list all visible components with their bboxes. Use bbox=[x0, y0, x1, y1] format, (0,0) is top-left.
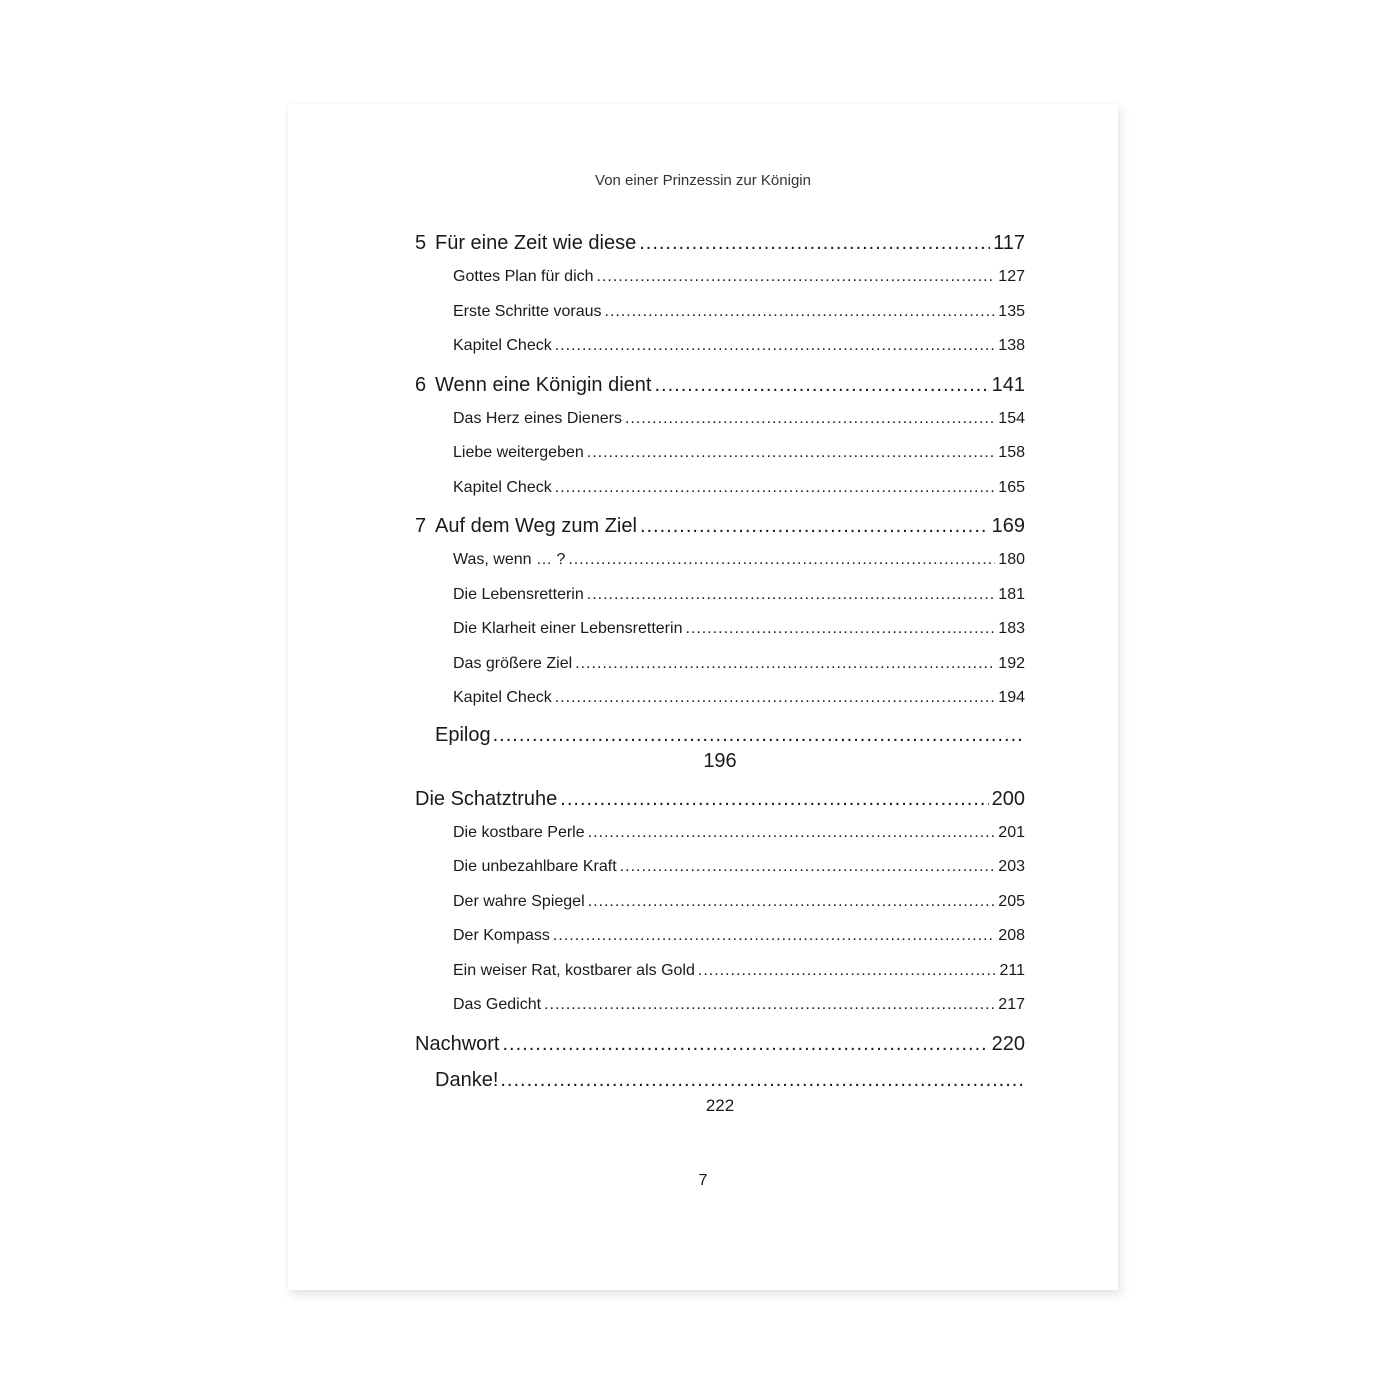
dot-leader bbox=[502, 1027, 988, 1061]
toc-epilog[interactable] bbox=[415, 720, 1025, 778]
page-ref: 127 bbox=[998, 268, 1025, 285]
dot-leader bbox=[555, 681, 996, 716]
page-ref: 135 bbox=[998, 302, 1025, 320]
page-ref: 169 bbox=[991, 515, 1025, 537]
toc-entry[interactable] bbox=[415, 988, 1025, 1023]
entry-title: Gottes Plan für dich bbox=[453, 268, 594, 285]
toc-chapter-6[interactable] bbox=[415, 368, 1025, 402]
dot-leader bbox=[555, 471, 996, 506]
toc-entry[interactable] bbox=[415, 436, 1025, 471]
dot-leader bbox=[500, 1065, 1023, 1095]
dot-leader bbox=[640, 509, 989, 543]
entry-title: Kapitel Check bbox=[453, 689, 552, 706]
dot-leader bbox=[544, 988, 995, 1023]
dot-leader bbox=[698, 954, 997, 989]
dot-leader bbox=[575, 647, 995, 682]
chapter-title: Auf dem Weg zum Ziel bbox=[435, 515, 637, 537]
page-number: 7 bbox=[698, 1172, 708, 1189]
toc-entry[interactable] bbox=[415, 647, 1025, 682]
dot-leader bbox=[587, 436, 996, 471]
toc-entry[interactable] bbox=[415, 885, 1025, 920]
dot-leader bbox=[493, 720, 1023, 750]
dot-leader bbox=[625, 402, 995, 437]
book-page bbox=[288, 104, 1118, 1290]
page-ref: 205 bbox=[998, 892, 1025, 910]
entry-title: Ein weiser Rat, kostbarer als Gold bbox=[453, 961, 695, 979]
entry-title: Das größere Ziel bbox=[453, 654, 573, 672]
page-ref: 138 bbox=[998, 337, 1025, 354]
page-ref: 192 bbox=[998, 654, 1025, 672]
entry-title: Liebe weitergeben bbox=[453, 444, 584, 461]
chapter-number: 6 bbox=[415, 373, 427, 396]
page-ref: 141 bbox=[991, 373, 1025, 396]
page-ref: 220 bbox=[991, 1032, 1025, 1055]
toc-entry[interactable] bbox=[415, 329, 1025, 364]
entry-title: Der Kompass bbox=[453, 927, 550, 944]
dot-leader bbox=[620, 850, 996, 885]
toc-entry[interactable] bbox=[415, 919, 1025, 954]
entry-title: Kapitel Check bbox=[453, 478, 552, 496]
dot-leader bbox=[560, 782, 988, 816]
page-ref: 117 bbox=[993, 232, 1025, 254]
toc-entry[interactable] bbox=[415, 954, 1025, 989]
toc-entry[interactable] bbox=[415, 543, 1025, 578]
chapter-title: Wenn eine Königin dient bbox=[435, 373, 652, 396]
dot-leader bbox=[639, 226, 990, 260]
toc-entry[interactable] bbox=[415, 260, 1025, 295]
page-ref: 181 bbox=[998, 585, 1025, 603]
dot-leader bbox=[588, 816, 996, 851]
entry-title: Der wahre Spiegel bbox=[453, 892, 585, 910]
page-ref: 194 bbox=[998, 689, 1025, 706]
entry-title: Das Gedicht bbox=[453, 996, 542, 1013]
running-header: Von einer Prinzessin zur Königin bbox=[595, 172, 811, 189]
page-ref: 201 bbox=[998, 823, 1025, 841]
entry-title: Die Klarheit einer Lebensretterin bbox=[453, 620, 683, 637]
entry-title: Die Schatztruhe bbox=[415, 787, 558, 810]
toc-entry[interactable] bbox=[415, 471, 1025, 506]
dot-leader bbox=[568, 543, 995, 578]
page-ref: 203 bbox=[998, 858, 1025, 875]
dot-leader bbox=[588, 885, 996, 920]
dot-leader bbox=[555, 329, 996, 364]
toc-entry[interactable] bbox=[415, 402, 1025, 437]
toc-entry[interactable] bbox=[415, 612, 1025, 647]
page-ref: 183 bbox=[998, 620, 1025, 637]
toc-entry[interactable] bbox=[415, 295, 1025, 330]
entry-title: Das Herz eines Dieners bbox=[453, 409, 622, 427]
entry-title: Kapitel Check bbox=[453, 337, 552, 354]
toc-schatztruhe[interactable] bbox=[415, 782, 1025, 816]
toc-chapter-5[interactable] bbox=[415, 226, 1025, 260]
dot-leader bbox=[654, 368, 988, 402]
dot-leader bbox=[587, 578, 996, 613]
toc-chapter-7[interactable] bbox=[415, 509, 1025, 543]
toc-entry[interactable] bbox=[415, 578, 1025, 613]
page-ref: 211 bbox=[999, 961, 1025, 979]
chapter-number: 7 bbox=[415, 515, 427, 537]
toc-entry[interactable] bbox=[415, 850, 1025, 885]
entry-title: Die unbezahlbare Kraft bbox=[453, 858, 617, 875]
chapter-title: Für eine Zeit wie diese bbox=[435, 232, 637, 254]
chapter-number: 5 bbox=[415, 232, 427, 254]
page-ref: 217 bbox=[998, 996, 1025, 1013]
dot-leader bbox=[605, 295, 996, 330]
entry-title: Nachwort bbox=[415, 1032, 500, 1055]
entry-title: Die kostbare Perle bbox=[453, 823, 585, 841]
table-of-contents bbox=[415, 222, 1025, 1123]
dot-leader bbox=[597, 260, 996, 295]
entry-title: Was, wenn … ? bbox=[453, 551, 566, 568]
entry-title: Die Lebensretterin bbox=[453, 585, 584, 603]
dot-leader bbox=[553, 919, 995, 954]
page-ref: 180 bbox=[998, 551, 1025, 568]
page-ref: 200 bbox=[991, 787, 1025, 810]
page-ref: 154 bbox=[998, 409, 1025, 427]
entry-title: Epilog bbox=[435, 723, 491, 746]
page-ref: 158 bbox=[998, 444, 1025, 461]
entry-title: Danke! bbox=[435, 1068, 499, 1091]
page-ref: 208 bbox=[998, 927, 1025, 944]
page-ref: 222 bbox=[705, 1095, 735, 1115]
toc-entry[interactable] bbox=[415, 816, 1025, 851]
toc-entry[interactable] bbox=[415, 681, 1025, 716]
dot-leader bbox=[685, 612, 995, 647]
page-ref: 196 bbox=[703, 749, 737, 772]
page-ref: 165 bbox=[998, 478, 1025, 496]
toc-danke[interactable] bbox=[415, 1065, 1025, 1123]
entry-title: Erste Schritte voraus bbox=[453, 302, 602, 320]
toc-nachwort[interactable] bbox=[415, 1027, 1025, 1061]
